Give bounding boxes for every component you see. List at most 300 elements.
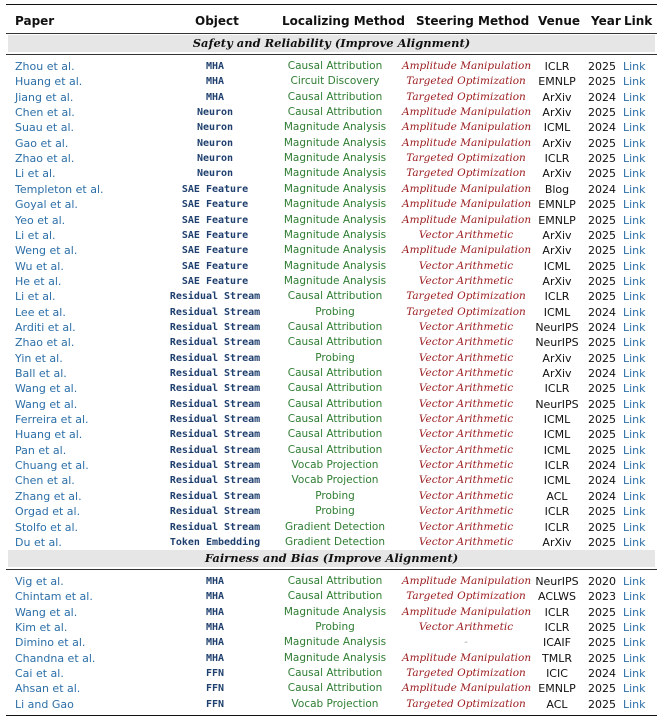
paper-link[interactable]: Link bbox=[623, 351, 646, 365]
steering-method: Vector Arithmetic bbox=[418, 428, 514, 441]
venue: ArXiv bbox=[542, 228, 572, 242]
localizing-method: Causal Attribution bbox=[287, 336, 383, 349]
venue: ArXiv bbox=[542, 274, 572, 288]
paper-link[interactable]: Link bbox=[623, 667, 646, 681]
localizing-method: Causal Attribution bbox=[287, 320, 383, 333]
paper-link[interactable]: Link bbox=[623, 106, 646, 120]
year: 2025 bbox=[588, 274, 616, 288]
table-row bbox=[0, 589, 663, 604]
steering-method: Amplitude Manipulation bbox=[402, 182, 532, 195]
paper-name[interactable]: Du et al. bbox=[15, 535, 62, 549]
table-row bbox=[0, 504, 663, 519]
section-rule bbox=[6, 569, 657, 570]
localizing-method: Probing bbox=[315, 489, 355, 502]
year: 2025 bbox=[588, 106, 616, 120]
object-type: Residual Stream bbox=[169, 321, 261, 333]
paper-link[interactable]: Link bbox=[623, 136, 646, 150]
header-link: Link bbox=[624, 14, 653, 28]
venue: ICLR bbox=[544, 605, 570, 619]
table-row bbox=[0, 381, 663, 396]
paper-link[interactable]: Link bbox=[623, 198, 646, 212]
localizing-method: Vocab Projection bbox=[291, 459, 379, 472]
table-row bbox=[0, 351, 663, 366]
paper-name[interactable]: Wang et al. bbox=[15, 397, 78, 411]
paper-link[interactable]: Link bbox=[623, 90, 646, 104]
paper-name[interactable]: Weng et al. bbox=[15, 244, 78, 258]
paper-link[interactable]: Link bbox=[623, 259, 646, 273]
object-type: Residual Stream bbox=[169, 306, 261, 318]
object-type: MHA bbox=[205, 637, 225, 649]
localizing-method: Causal Attribution bbox=[287, 60, 383, 72]
year: 2025 bbox=[588, 443, 616, 457]
paper-link[interactable]: Link bbox=[623, 682, 646, 696]
object-type: Residual Stream bbox=[169, 383, 261, 395]
paper-link[interactable]: Link bbox=[623, 397, 646, 411]
paper-name[interactable]: Ferreira et al. bbox=[15, 413, 89, 427]
year: 2024 bbox=[588, 667, 616, 681]
table-row bbox=[0, 289, 663, 304]
paper-link[interactable]: Link bbox=[623, 697, 646, 711]
object-type: Residual Stream bbox=[169, 460, 261, 472]
paper-name[interactable]: Kim et al. bbox=[15, 621, 68, 635]
localizing-method: Causal Attribution bbox=[287, 397, 383, 410]
object-type: SAE Feature bbox=[181, 260, 249, 272]
year: 2025 bbox=[588, 413, 616, 427]
steering-method: Amplitude Manipulation bbox=[402, 575, 532, 587]
localizing-method: Magnitude Analysis bbox=[283, 636, 387, 649]
steering-method: Vector Arithmetic bbox=[418, 413, 514, 426]
paper-link[interactable]: Link bbox=[623, 459, 646, 473]
paper-name[interactable]: Li et al. bbox=[15, 167, 56, 181]
paper-link[interactable]: Link bbox=[623, 520, 646, 534]
venue: EMNLP bbox=[538, 198, 576, 212]
year: 2024 bbox=[588, 489, 616, 503]
venue: ICLR bbox=[544, 152, 570, 166]
localizing-method: Probing bbox=[315, 621, 355, 634]
paper-name[interactable]: Chandna et al. bbox=[15, 651, 96, 665]
localizing-method: Causal Attribution bbox=[287, 382, 383, 395]
object-type: FFN bbox=[205, 698, 225, 710]
table-row bbox=[0, 243, 663, 258]
localizing-method: Magnitude Analysis bbox=[283, 259, 387, 272]
table-row bbox=[0, 620, 663, 635]
venue: ICLR bbox=[544, 290, 570, 304]
steering-method: Targeted Optimization bbox=[406, 290, 526, 303]
steering-method: Vector Arithmetic bbox=[418, 459, 514, 472]
table-row bbox=[0, 151, 663, 166]
year: 2025 bbox=[588, 697, 616, 711]
venue: ArXiv bbox=[542, 244, 572, 258]
table-row bbox=[0, 259, 663, 274]
venue: ICLR bbox=[544, 382, 570, 396]
venue: ArXiv bbox=[542, 167, 572, 181]
year: 2024 bbox=[588, 305, 616, 319]
venue: ICML bbox=[543, 474, 571, 488]
paper-name[interactable]: Chintam et al. bbox=[15, 590, 93, 604]
table-row bbox=[0, 489, 663, 504]
table-row bbox=[0, 535, 663, 550]
paper-name[interactable]: Yin et al. bbox=[15, 351, 63, 365]
steering-method: Vector Arithmetic bbox=[418, 228, 514, 241]
paper-name[interactable]: Stolfo et al. bbox=[15, 520, 79, 534]
table-row bbox=[0, 397, 663, 412]
steering-method: Targeted Optimization bbox=[406, 167, 526, 180]
localizing-method: Vocab Projection bbox=[291, 474, 379, 487]
year: 2025 bbox=[588, 75, 616, 89]
year: 2025 bbox=[588, 535, 616, 549]
table-row bbox=[0, 366, 663, 381]
venue: EMNLP bbox=[538, 213, 576, 227]
paper-name[interactable]: Pan et al. bbox=[15, 443, 67, 457]
object-type: MHA bbox=[205, 76, 225, 88]
paper-link[interactable]: Link bbox=[623, 621, 646, 635]
object-type: Neuron bbox=[196, 153, 234, 165]
steering-method: Amplitude Manipulation bbox=[402, 213, 532, 226]
object-type: SAE Feature bbox=[181, 229, 249, 241]
venue: ACL bbox=[546, 489, 568, 503]
localizing-method: Probing bbox=[315, 351, 355, 364]
year: 2024 bbox=[588, 367, 616, 380]
venue: ICML bbox=[543, 443, 571, 457]
object-type: Residual Stream bbox=[169, 429, 261, 441]
year: 2025 bbox=[588, 228, 616, 242]
paper-link[interactable]: Link bbox=[623, 167, 646, 181]
year: 2025 bbox=[588, 198, 616, 212]
steering-method: Vector Arithmetic bbox=[418, 621, 514, 634]
table-header bbox=[0, 6, 663, 36]
paper-name[interactable]: Li and Gao bbox=[15, 697, 74, 711]
paper-name[interactable]: Lee et al. bbox=[15, 305, 66, 319]
venue: ICML bbox=[543, 259, 571, 273]
year: 2025 bbox=[588, 351, 616, 365]
steering-method: Vector Arithmetic bbox=[418, 367, 514, 379]
paper-link[interactable]: Link bbox=[623, 336, 646, 350]
localizing-method: Magnitude Analysis bbox=[283, 213, 387, 226]
steering-method: Targeted Optimization bbox=[406, 667, 526, 680]
object-type: Residual Stream bbox=[169, 398, 261, 410]
localizing-method: Probing bbox=[315, 305, 355, 318]
paper-link[interactable]: Link bbox=[623, 121, 646, 135]
paper-link[interactable]: Link bbox=[623, 535, 646, 549]
table-row bbox=[0, 443, 663, 458]
steering-method: Targeted Optimization bbox=[406, 697, 526, 710]
object-type: MHA bbox=[205, 591, 225, 603]
steering-method: Amplitude Manipulation bbox=[402, 682, 532, 695]
object-type: Neuron bbox=[196, 122, 234, 134]
paper-name[interactable]: Templeton et al. bbox=[15, 182, 104, 196]
year: 2025 bbox=[588, 428, 616, 442]
year: 2020 bbox=[588, 575, 616, 588]
localizing-method: Causal Attribution bbox=[287, 106, 383, 119]
table-row bbox=[0, 59, 663, 74]
venue: ICAIF bbox=[542, 636, 572, 650]
table-row bbox=[0, 520, 663, 535]
year: 2023 bbox=[588, 590, 616, 604]
paper-link[interactable]: Link bbox=[623, 443, 646, 457]
object-type: SAE Feature bbox=[181, 199, 249, 211]
object-type: Residual Stream bbox=[169, 352, 261, 364]
localizing-method: Probing bbox=[315, 505, 355, 518]
paper-link[interactable]: Link bbox=[623, 636, 646, 650]
localizing-method: Magnitude Analysis bbox=[283, 136, 387, 149]
paper-name[interactable]: Chen et al. bbox=[15, 106, 75, 120]
paper-link[interactable]: Link bbox=[623, 60, 646, 73]
object-type: Residual Stream bbox=[169, 337, 261, 349]
table-row bbox=[0, 274, 663, 289]
paper-name[interactable]: Dimino et al. bbox=[15, 636, 86, 650]
object-type: FFN bbox=[205, 683, 225, 695]
steering-method: Vector Arithmetic bbox=[418, 320, 514, 333]
object-type: SAE Feature bbox=[181, 245, 249, 257]
localizing-method: Causal Attribution bbox=[287, 90, 383, 103]
object-type: MHA bbox=[205, 61, 225, 72]
paper-name[interactable]: Wu et al. bbox=[15, 259, 64, 273]
paper-link[interactable]: Link bbox=[623, 474, 646, 488]
localizing-method: Causal Attribution bbox=[287, 367, 383, 379]
table-row bbox=[0, 666, 663, 681]
paper-name[interactable]: Orgad et al. bbox=[15, 505, 81, 519]
paper-name[interactable]: Yeo et al. bbox=[15, 213, 66, 227]
object-type: MHA bbox=[205, 91, 225, 103]
localizing-method: Magnitude Analysis bbox=[283, 198, 387, 211]
object-type: Residual Stream bbox=[169, 521, 261, 533]
localizing-method: Magnitude Analysis bbox=[283, 152, 387, 165]
paper-link[interactable]: Link bbox=[623, 290, 646, 304]
venue: ICLR bbox=[544, 60, 570, 73]
paper-link[interactable]: Link bbox=[623, 651, 646, 665]
table-row bbox=[0, 105, 663, 120]
object-type: Residual Stream bbox=[169, 490, 261, 502]
venue: ArXiv bbox=[542, 106, 572, 120]
table-row bbox=[0, 427, 663, 442]
steering-method: Amplitude Manipulation bbox=[402, 605, 532, 618]
paper-link[interactable]: Link bbox=[623, 228, 646, 242]
steering-method: Vector Arithmetic bbox=[418, 351, 514, 364]
venue: ICML bbox=[543, 428, 571, 442]
year: 2025 bbox=[588, 651, 616, 665]
paper-name[interactable]: Wang et al. bbox=[15, 605, 78, 619]
venue: ICLR bbox=[544, 459, 570, 473]
localizing-method: Magnitude Analysis bbox=[283, 244, 387, 257]
venue: ArXiv bbox=[542, 90, 572, 104]
localizing-method: Magnitude Analysis bbox=[283, 167, 387, 180]
paper-link[interactable]: Link bbox=[623, 367, 646, 380]
section-rule bbox=[6, 54, 657, 55]
table-row bbox=[0, 228, 663, 243]
object-type: Neuron bbox=[196, 107, 234, 119]
steering-method: Vector Arithmetic bbox=[418, 274, 514, 287]
year: 2025 bbox=[588, 682, 616, 696]
year: 2024 bbox=[588, 474, 616, 488]
section-header: Fairness and Bias (Improve Alignment) bbox=[8, 550, 655, 567]
year: 2025 bbox=[588, 259, 616, 273]
object-type: Residual Stream bbox=[169, 444, 261, 456]
year: 2025 bbox=[588, 244, 616, 258]
paper-name[interactable]: Ahsan et al. bbox=[15, 682, 81, 696]
year: 2024 bbox=[588, 121, 616, 135]
steering-method: Targeted Optimization bbox=[406, 590, 526, 603]
paper-name[interactable]: Vig et al. bbox=[15, 575, 64, 588]
localizing-method: Gradient Detection bbox=[284, 520, 386, 533]
object-type: MHA bbox=[205, 652, 225, 664]
steering-method: Vector Arithmetic bbox=[418, 382, 514, 395]
paper-link[interactable]: Link bbox=[623, 575, 646, 588]
steering-method: Amplitude Manipulation bbox=[402, 651, 532, 664]
paper-link[interactable]: Link bbox=[623, 305, 646, 319]
paper-link[interactable]: Link bbox=[623, 505, 646, 519]
paper-name[interactable]: Gao et al. bbox=[15, 136, 69, 150]
localizing-method: Magnitude Analysis bbox=[283, 121, 387, 134]
table-row bbox=[0, 651, 663, 666]
table-row bbox=[0, 90, 663, 105]
steering-method: Vector Arithmetic bbox=[418, 489, 514, 502]
bottom-rule bbox=[6, 715, 657, 716]
steering-method: Vector Arithmetic bbox=[418, 443, 514, 456]
paper-link[interactable]: Link bbox=[623, 320, 646, 334]
object-type: Residual Stream bbox=[169, 506, 261, 518]
table-row bbox=[0, 197, 663, 212]
localizing-method: Causal Attribution bbox=[287, 428, 383, 441]
year: 2025 bbox=[588, 636, 616, 650]
object-type: Neuron bbox=[196, 168, 234, 180]
paper-name[interactable]: Huang et al. bbox=[15, 75, 83, 89]
localizing-method: Causal Attribution bbox=[287, 575, 383, 587]
table-row bbox=[0, 412, 663, 427]
table-row bbox=[0, 473, 663, 488]
venue: Blog bbox=[544, 182, 570, 196]
year: 2025 bbox=[588, 336, 616, 350]
paper-name[interactable]: Zhao et al. bbox=[15, 336, 75, 350]
localizing-method: Causal Attribution bbox=[287, 590, 383, 603]
venue: ACL bbox=[546, 697, 568, 711]
table-row bbox=[0, 320, 663, 335]
object-type: Token Embedding bbox=[169, 536, 261, 548]
steering-method: Targeted Optimization bbox=[406, 75, 526, 88]
paper-name[interactable]: Suau et al. bbox=[15, 121, 75, 135]
header-year: Year bbox=[591, 14, 621, 28]
venue: ICIC bbox=[546, 667, 568, 681]
year: 2025 bbox=[588, 621, 616, 635]
venue: ICLR bbox=[544, 520, 570, 534]
localizing-method: Causal Attribution bbox=[287, 667, 383, 680]
table-row bbox=[0, 213, 663, 228]
paper-link[interactable]: Link bbox=[623, 213, 646, 227]
steering-method: Amplitude Manipulation bbox=[402, 60, 532, 72]
paper-name[interactable]: Ball et al. bbox=[15, 367, 67, 380]
venue: EMNLP bbox=[538, 75, 576, 89]
header-venue: Venue bbox=[538, 14, 580, 28]
table-row bbox=[0, 681, 663, 696]
year: 2025 bbox=[588, 290, 616, 304]
object-type: SAE Feature bbox=[181, 214, 249, 226]
venue: NeurIPS bbox=[535, 575, 579, 588]
top-rule bbox=[6, 4, 657, 5]
venue: ICLR bbox=[544, 505, 570, 519]
object-type: MHA bbox=[205, 622, 225, 634]
paper-link[interactable]: Link bbox=[623, 605, 646, 619]
header-localizing-method: Localizing Method bbox=[282, 14, 405, 28]
year: 2025 bbox=[588, 136, 616, 150]
paper-name[interactable]: Zhao et al. bbox=[15, 152, 75, 166]
table-row bbox=[0, 697, 663, 712]
paper-name[interactable]: Cai et al. bbox=[15, 667, 64, 681]
year: 2025 bbox=[588, 605, 616, 619]
paper-link[interactable]: Link bbox=[623, 413, 646, 427]
table-row bbox=[0, 136, 663, 151]
steering-method: Vector Arithmetic bbox=[418, 397, 514, 410]
object-type: MHA bbox=[205, 606, 225, 618]
year: 2025 bbox=[588, 520, 616, 534]
steering-method: Amplitude Manipulation bbox=[402, 106, 532, 119]
object-type: Residual Stream bbox=[169, 414, 261, 426]
steering-method: Amplitude Manipulation bbox=[402, 136, 532, 149]
paper-link[interactable]: Link bbox=[623, 382, 646, 396]
table-row bbox=[0, 120, 663, 135]
paper-name[interactable]: Li et al. bbox=[15, 228, 56, 242]
paper-name[interactable]: He et al. bbox=[15, 274, 62, 288]
paper-link[interactable]: Link bbox=[623, 244, 646, 258]
table-row bbox=[0, 182, 663, 197]
paper-name[interactable]: Wang et al. bbox=[15, 382, 78, 396]
steering-method: Targeted Optimization bbox=[406, 152, 526, 165]
object-type: FFN bbox=[205, 668, 225, 680]
venue: NeurIPS bbox=[535, 336, 579, 350]
paper-name[interactable]: Zhang et al. bbox=[15, 489, 82, 503]
steering-method: Vector Arithmetic bbox=[418, 520, 514, 533]
venue: EMNLP bbox=[538, 682, 576, 696]
header-paper: Paper bbox=[15, 14, 55, 28]
localizing-method: Circuit Discovery bbox=[290, 75, 380, 88]
steering-method: - bbox=[464, 636, 468, 649]
paper-link[interactable]: Link bbox=[623, 152, 646, 166]
steering-method: Vector Arithmetic bbox=[418, 259, 514, 272]
venue: ICML bbox=[543, 413, 571, 427]
paper-link[interactable]: Link bbox=[623, 75, 646, 89]
steering-method: Vector Arithmetic bbox=[418, 474, 514, 487]
header-rule bbox=[6, 33, 657, 34]
paper-name[interactable]: Chen et al. bbox=[15, 474, 75, 488]
venue: ArXiv bbox=[542, 351, 572, 365]
year: 2024 bbox=[588, 182, 616, 196]
paper-link[interactable]: Link bbox=[623, 428, 646, 442]
localizing-method: Gradient Detection bbox=[284, 535, 386, 548]
paper-link[interactable]: Link bbox=[623, 274, 646, 288]
paper-name[interactable]: Goyal et al. bbox=[15, 198, 78, 212]
paper-name[interactable]: Li et al. bbox=[15, 290, 56, 304]
paper-name[interactable]: Arditi et al. bbox=[15, 320, 76, 334]
object-type: Residual Stream bbox=[169, 475, 261, 487]
steering-method: Vector Arithmetic bbox=[418, 336, 514, 349]
object-type: SAE Feature bbox=[181, 183, 249, 195]
steering-method: Vector Arithmetic bbox=[418, 505, 514, 518]
steering-method: Amplitude Manipulation bbox=[402, 198, 532, 211]
paper-link[interactable]: Link bbox=[623, 182, 646, 196]
paper-link[interactable]: Link bbox=[623, 489, 646, 503]
year: 2024 bbox=[588, 320, 616, 334]
paper-name[interactable]: Zhou et al. bbox=[15, 60, 75, 73]
header-object: Object bbox=[195, 14, 239, 28]
paper-name[interactable]: Chuang et al. bbox=[15, 459, 89, 473]
year: 2024 bbox=[588, 459, 616, 473]
paper-link[interactable]: Link bbox=[623, 590, 646, 604]
paper-name[interactable]: Huang et al. bbox=[15, 428, 83, 442]
steering-method: Amplitude Manipulation bbox=[402, 244, 532, 257]
object-type: Residual Stream bbox=[169, 368, 261, 379]
venue: NeurIPS bbox=[535, 320, 579, 334]
year: 2025 bbox=[588, 397, 616, 411]
paper-name[interactable]: Jiang et al. bbox=[15, 90, 74, 104]
year: 2025 bbox=[588, 505, 616, 519]
